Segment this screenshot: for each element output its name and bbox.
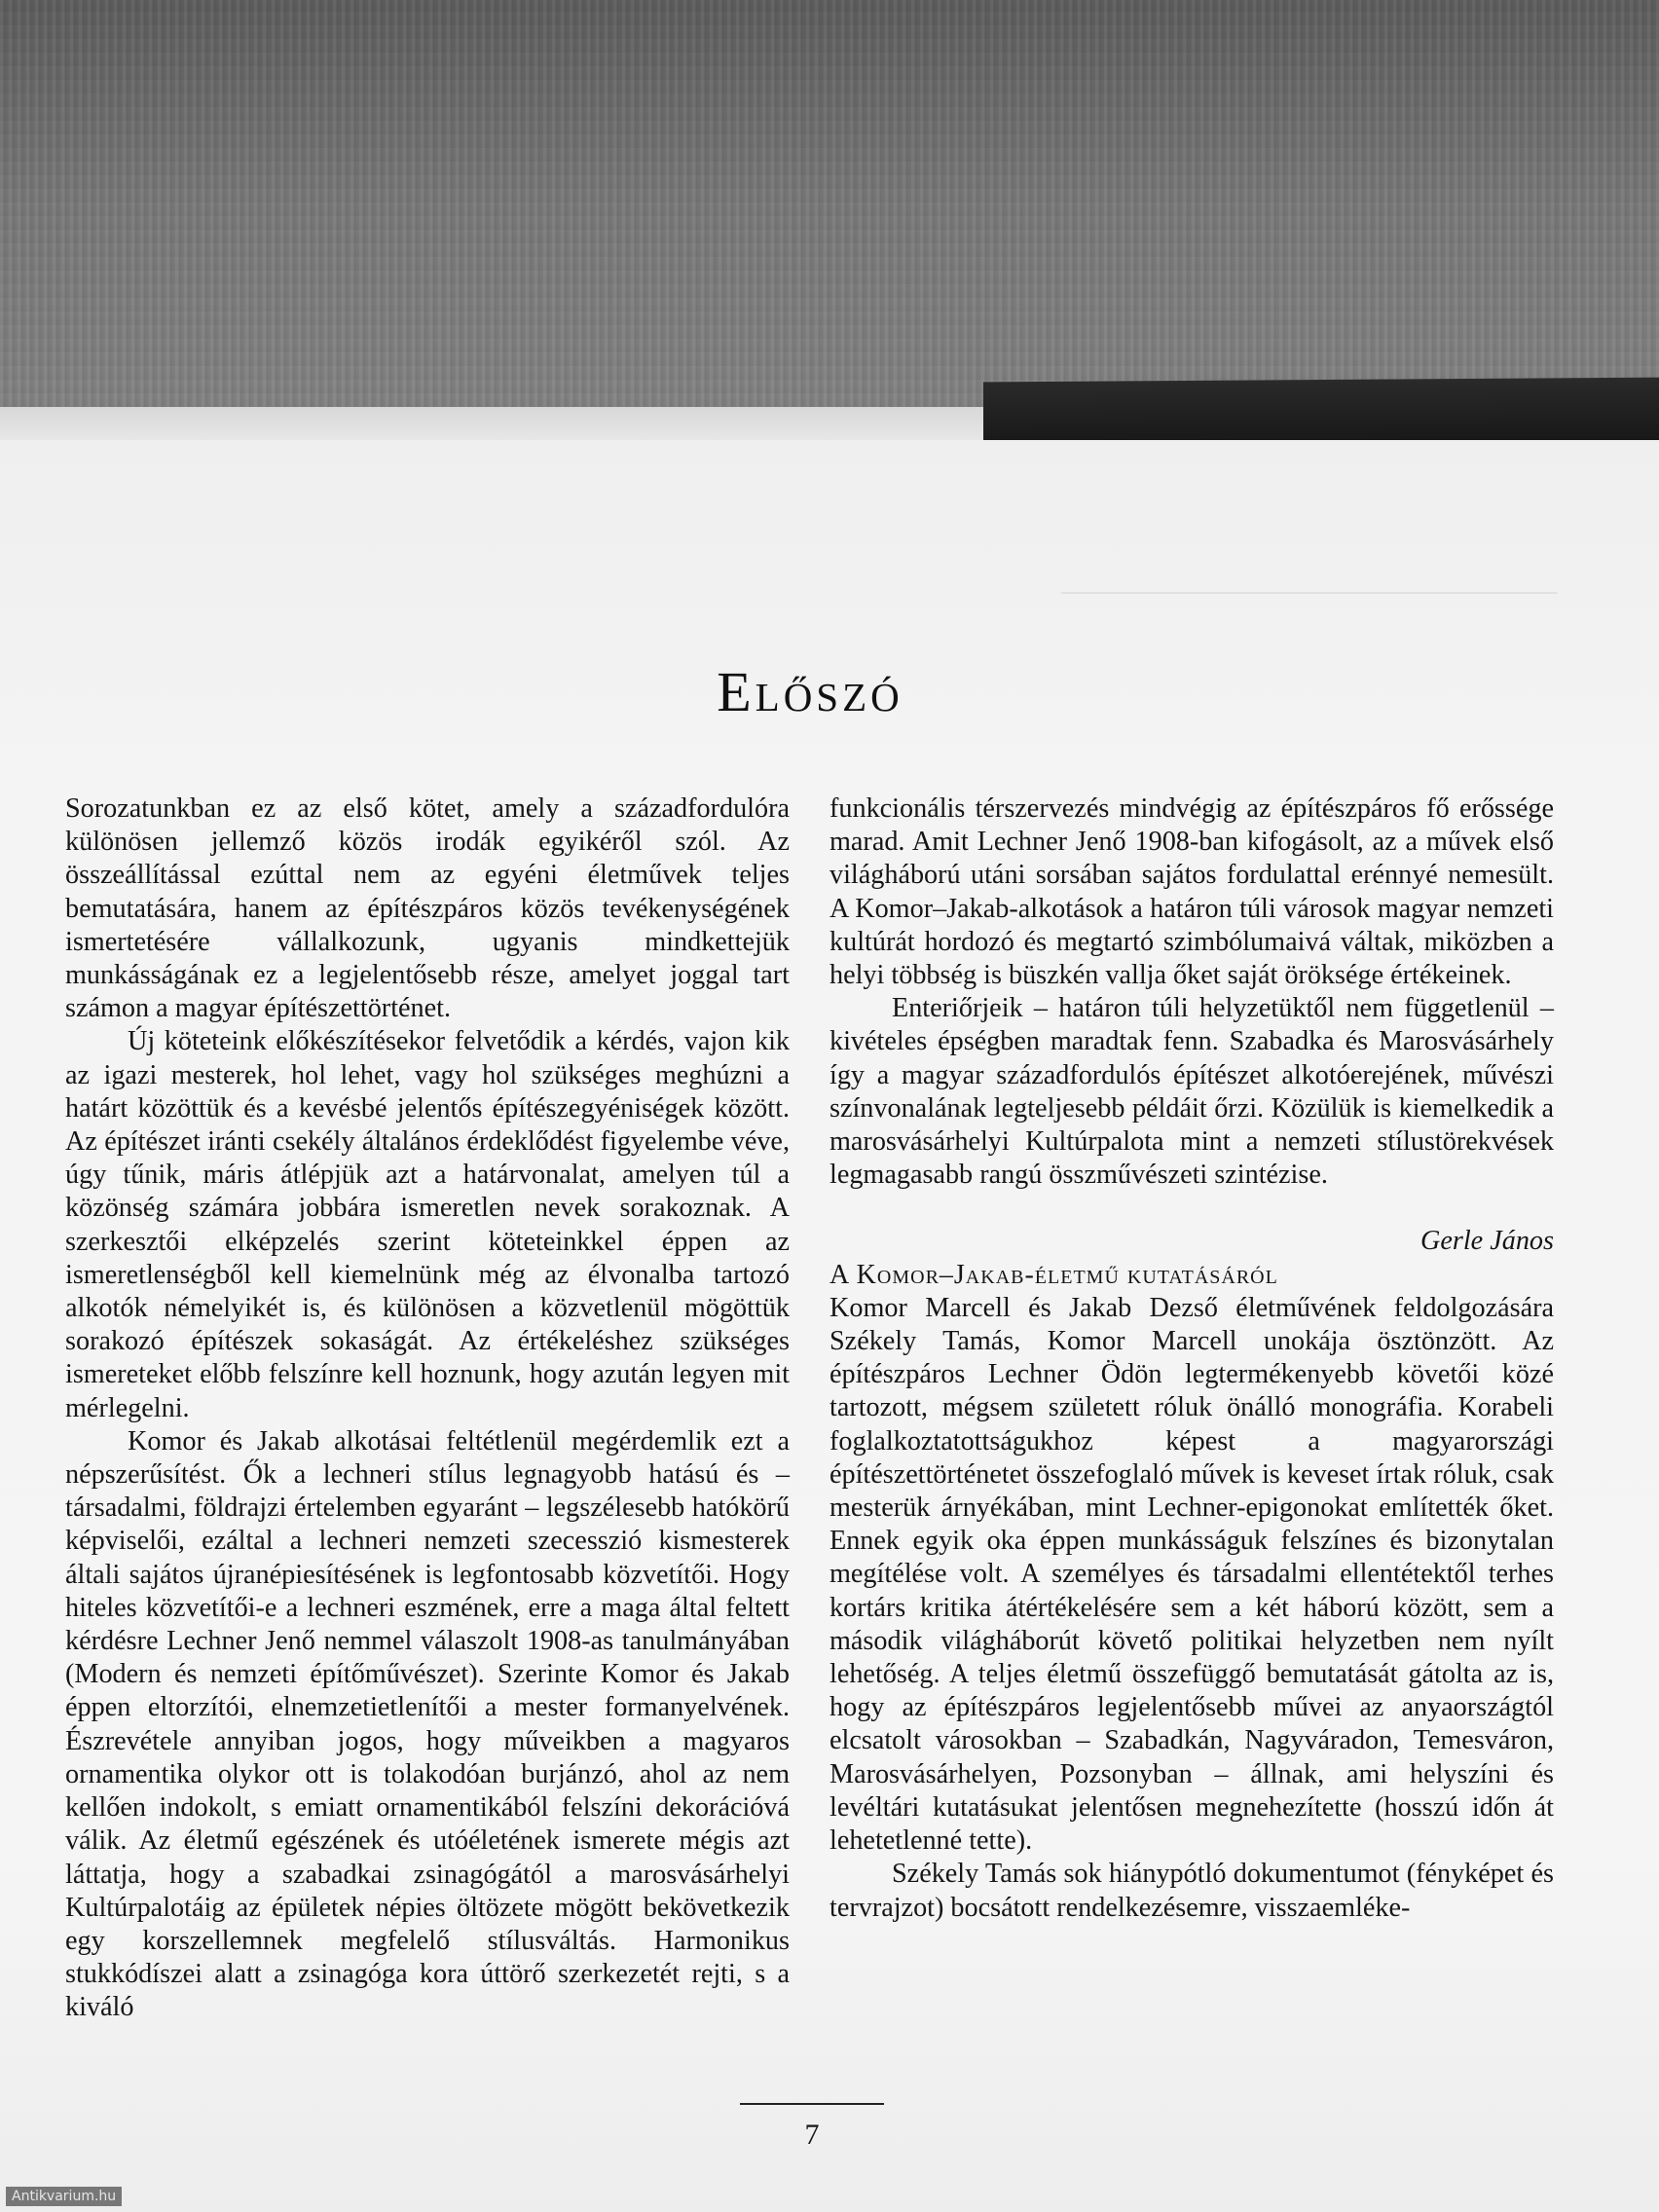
right-column [830, 793, 1554, 1925]
watermark: Antikvarium.hu [6, 2187, 122, 2206]
section-paragraph-2: Székely Tamás sok hiánypótló dokumentumot (fényképet és tervrajzot) bocsátott rendelkezésemre, visszaemléke- [830, 1859, 1554, 1923]
right-paragraph-1: funkcionális térszervezés mindvégig az építészpáros fő erőssége marad. Amit Lechner Jenő 1908-ban kifogásolt, az a művek első világháború utáni sorsában sajátos fordulattal erénnyé nemesült. A Komor–Jakab-alkotások a határon túli városok magyar nemzeti kultúrát hordozó és megtartó szimbólumaivá váltak, miközben a helyi többség is büszkén vallja őket saját öröksége értékeinek. [830, 793, 1554, 991]
left-paragraph-2: Új köteteink előkészítésekor felvetődik a kérdés, vajon kik az igazi mesterek, hol lehet, vagy hol szükséges meghúzni a határt közöttük és a kevésbé jelentős építészegyéniségek között. Az építészet iránti csekély általános érdeklődést figyelembe véve, úgy tűnik, máris átlépjük azt a határvonalat, amelyen túl a közönség számára jobbára ismeretlen nevek sorakoznak. A szerkesztői elképzelés szerint köteteinkkel éppen az ismeretlenségből kell kiemelnünk még az élvonalba tartozó alkotók némelyikét is, és különösen a közvetlenül mögöttük sorakozó építészek sokaságát. Az értékeléshez szükséges ismereteket előbb felszínre kell hoznunk, hogy azután legyen mit mérlegelni. [65, 1026, 790, 1423]
left-paragraph-3: Komor és Jakab alkotásai feltétlenül megérdemlik ezt a népszerűsítést. Ők a lechneri stílus legnagyobb hatású és – társadalmi, földrajzi értelemben egyaránt – legszélesebb hatókörű képviselői, ezáltal a lechneri nemzeti szecesszió kismesterek általi sajátos újranépiesítésének is legfontosabb közvetítői. Hogy hiteles közvetítői-e a lechneri eszmének, erre a maga által feltett kérdésre Lechner Jenő nemmel válaszolt 1908-as tanulmányában (Modern és nemzeti építőművészet). Szerinte Komor és Jakab éppen eltorzítói, elnemzetietlenítői a mester formanyelvének. Észrevétele annyiban jogos, hogy műveikben a magyaros ornamentika olykor ott is tolakodóan burjánzó, ahol az nem kellően indokolt, s emiatt ornamentikából felszíni dekorációvá válik. Az életmű egészének és utóéletének ismerete mégis azt láttatja, hogy a szabadkai zsinagógától a marosvásárhelyi Kultúrpalotáig az épületek népies öltözete mögött bekövetkezik egy korszellemnek megfelelő stílusváltás. Harmonikus stukkódíszei alatt a zsinagóga kora úttörő szerkezetét rejti, s a kiváló [65, 1425, 790, 2023]
section-heading: A Komor–Jakab-életmű kutatásáról [830, 1259, 1278, 1290]
left-paragraph-1: Sorozatunkban ez az első kötet, amely a századfordulóra különösen jellemző közös irodák egyikéről szól. Az összeállítással ezúttal nem az egyéni életművek teljes bemutatására, hanem az építészpáros közös tevékenységének ismertetésére vállalkozunk, ugyanis mindkettejük munkásságának ez a legjelentősebb része, amelyet joggal tart számon a magyar építészettörténet. [65, 793, 790, 1024]
section-paragraph-1: Komor Marcell és Jakab Dezső életművének feldolgozására Székely Tamás, Komor Marcell unokája ösztönzött. Az építészpáros Lechner Ödön legtermékenyebb követői közé tartozott, mégsem született róluk önálló monográfia. Korabeli foglalkoztatottságukhoz képest a magyarországi építészettörténetet összefoglaló művek is keveset írtak róluk, csak mesterük árnyékában, mint Lechner-epigonokat említették őket. Ennek egyik oka éppen munkásságuk felszínes és bizonytalan megítélése volt. A személyes és társadalmi ellentétektől terhes kortárs kritika átértékelésére sem a két háború között, sem a második világháborút követő politikai helyzetben nem nyílt lehetőség. A teljes életmű összefüggő bemutatását gátolta az is, hogy az építészpáros legjelentősebb művei az anyaországtól elcsatolt városokban – Szabadkán, Nagyváradon, Temesváron, Marosvásárhelyen, Pozsonyban – állnak, ami helyszíni és levéltári kutatásukat jelentősen megnehezítette (hosszú időn át lehetetlenné tette). [830, 1292, 1554, 1857]
page-title: Előszó [717, 660, 903, 723]
footer-rule [740, 2103, 884, 2105]
left-column [65, 793, 790, 2025]
author-signature: Gerle János [1420, 1226, 1554, 1257]
page-number: 7 [804, 2119, 820, 2151]
right-paragraph-2: Enteriőrjeik – határon túli helyzetüktől nem függetlenül – kivételes épségben maradtak fenn. Szabadka és Marosvásárhely így a magyar századfordulós építészet alkotóerejének, művészi színvonalának legteljesebb példáit őrzi. Közülük is kiemelkedik a marosvásárhelyi Kultúrpalota mint a nemzeti stílustörekvések legmagasabb rangú összművészeti szintézise. [830, 993, 1554, 1191]
book-page [0, 440, 1659, 2212]
show-through-line [1061, 592, 1558, 594]
